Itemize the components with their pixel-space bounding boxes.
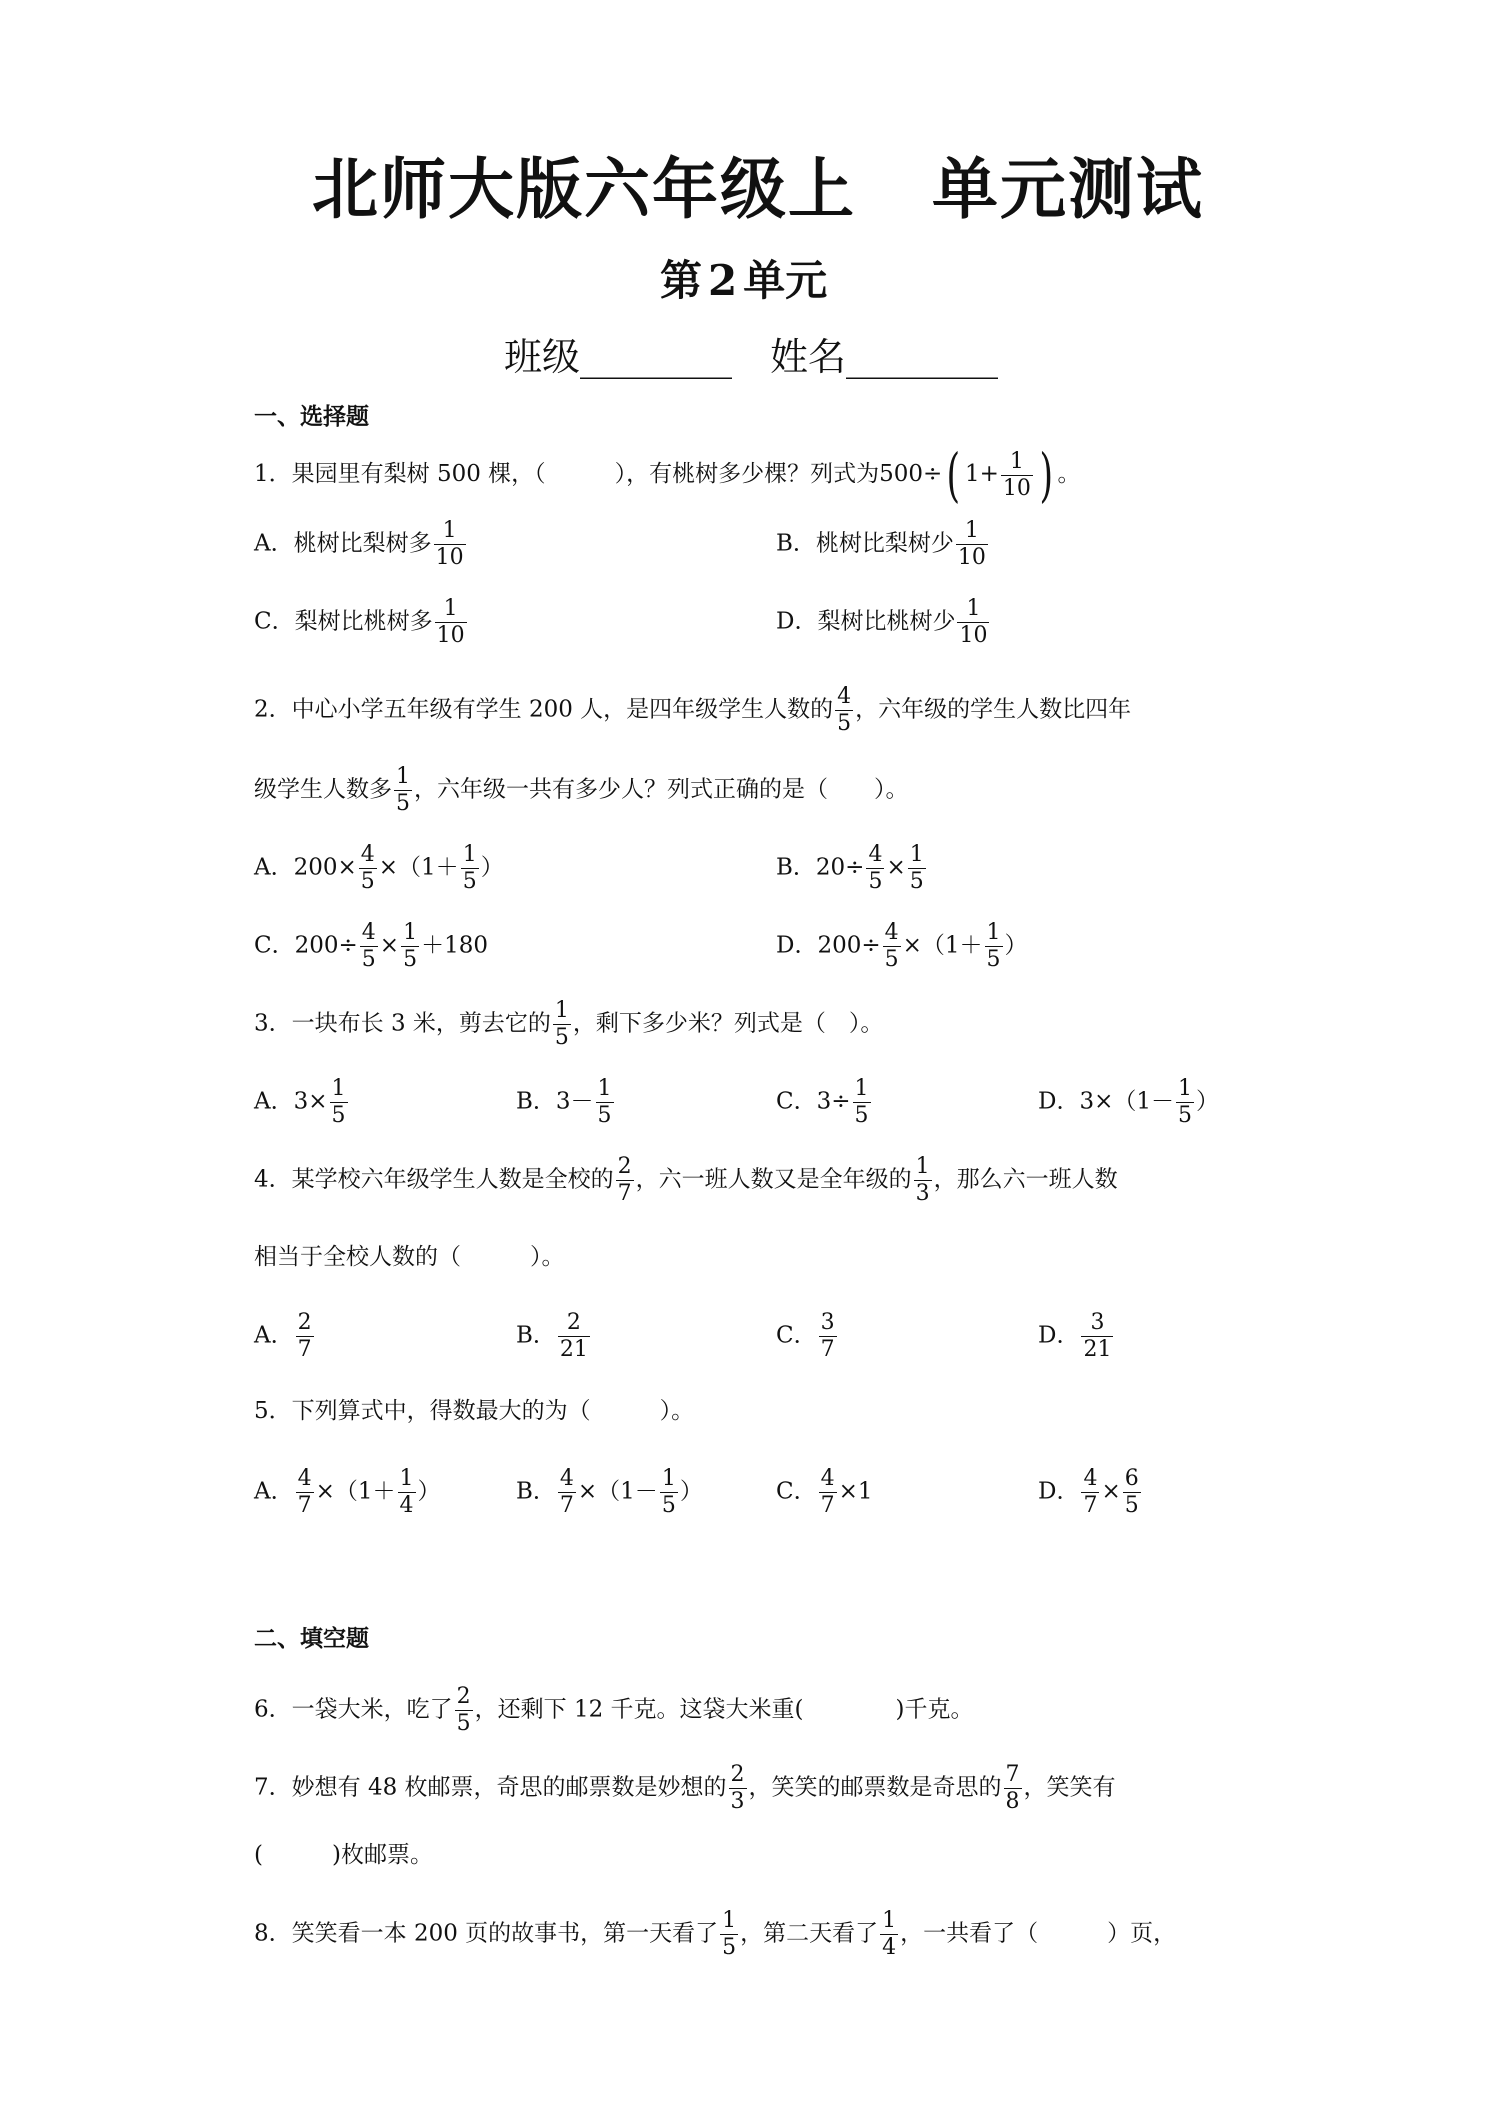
q1-paren-left: (: [946, 441, 961, 509]
q4-option-b[interactable]: B． $\frac{2}{21}$: [516, 1310, 588, 1362]
section-choice-title: 一、选择题: [254, 404, 369, 430]
q4-fraction-1: $\frac{2}{7}$: [617, 1154, 632, 1206]
question-1: [254, 441, 1081, 509]
question-4-line-1: 4．某学校六年级学生人数是全校的 $\frac{2}{7}$ ，六一班人数又是全年级的 $\frac{1}{3}$ ，那么六一班人数: [254, 1154, 1118, 1206]
q3-fraction: $\frac{1}{5}$: [554, 998, 569, 1050]
q2-b-frac-2: $\frac{1}{5}$: [909, 842, 924, 894]
q1-option-b-fraction: $\frac{1}{10}$: [957, 518, 986, 570]
q5-b-frac-1: $\frac{4}{7}$: [559, 1466, 574, 1518]
q3-a-frac: $\frac{1}{5}$: [331, 1076, 346, 1128]
q4-option-c[interactable]: C． $\frac{3}{7}$: [776, 1310, 835, 1362]
q3-b-frac: $\frac{1}{5}$: [597, 1076, 612, 1128]
q5-option-c[interactable]: C． $\frac{4}{7}$ ×1: [776, 1466, 873, 1518]
q4-a-frac: $\frac{2}{7}$: [297, 1310, 312, 1362]
question-4-line-2: 相当于全校人数的（ ）。: [254, 1244, 565, 1270]
q4-c-frac: $\frac{3}{7}$: [820, 1310, 835, 1362]
q1-fraction: $\frac{1}{10}$: [1002, 448, 1031, 501]
title-left: 北师大版六年级上: [312, 151, 856, 228]
unit-suffix: 单元: [743, 256, 828, 305]
class-field[interactable]: 班级________: [504, 335, 733, 379]
q5-c-frac: $\frac{4}{7}$: [820, 1466, 835, 1518]
q5-option-d[interactable]: D． $\frac{4}{7}$ × $\frac{6}{5}$: [1038, 1466, 1139, 1518]
q1-expr: 500÷: [879, 461, 943, 487]
q1-option-c[interactable]: C．梨树比桃树多 $\frac{1}{10}$: [254, 596, 465, 648]
q1-option-a-fraction: $\frac{1}{10}$: [435, 518, 464, 570]
q5-a-frac-1: $\frac{4}{7}$: [297, 1466, 312, 1518]
q2-c-frac-2: $\frac{1}{5}$: [403, 920, 418, 972]
q1-option-d-fraction: $\frac{1}{10}$: [959, 596, 988, 648]
q5-b-frac-2: $\frac{1}{5}$: [661, 1466, 676, 1518]
unit-number: 2: [708, 256, 738, 305]
q3-d-frac: $\frac{1}{5}$: [1177, 1076, 1192, 1128]
q4-b-frac: $\frac{2}{21}$: [559, 1310, 588, 1362]
title-right: 单元测试: [932, 151, 1204, 228]
question-7-line-1: 7．妙想有 48 枚邮票，奇思的邮票数是妙想的 $\frac{2}{3}$ ，笑笑的邮票数是奇思的 $\frac{7}{8}$ ，笑笑有: [254, 1762, 1116, 1814]
q6-fraction: $\frac{2}{5}$: [456, 1684, 471, 1736]
q4-option-d[interactable]: D． $\frac{3}{21}$: [1038, 1310, 1112, 1362]
q4-fraction-2: $\frac{1}{3}$: [915, 1154, 930, 1206]
question-2-line-1: 2．中心小学五年级有学生 200 人，是四年级学生人数的 $\frac{4}{5}$ ，六年级的学生人数比四年: [254, 684, 1132, 736]
q7-fraction-2: $\frac{7}{8}$: [1005, 1762, 1020, 1814]
question-3: 3．一块布长 3 米，剪去它的 $\frac{1}{5}$ ，剩下多少米？列式是（ ）。: [254, 998, 884, 1050]
q3-c-frac: $\frac{1}{5}$: [854, 1076, 869, 1128]
q8-fraction-1: $\frac{1}{5}$: [722, 1908, 737, 1960]
question-7-line-2: ( )枚邮票。: [254, 1842, 433, 1868]
question-2-line-2: 级学生人数多 $\frac{1}{5}$ ，六年级一共有多少人？列式正确的是（ ）。: [254, 764, 909, 816]
question-6: 6．一袋大米，吃了 $\frac{2}{5}$ ，还剩下 12 千克。这袋大米重( )千克。: [254, 1684, 974, 1736]
q5-option-a[interactable]: A． $\frac{4}{7}$ ×（1＋ $\frac{1}{4}$ ）: [254, 1466, 441, 1518]
q5-d-frac-2: $\frac{6}{5}$: [1124, 1466, 1139, 1518]
q7-fraction-1: $\frac{2}{3}$: [730, 1762, 745, 1814]
q5-a-frac-2: $\frac{1}{4}$: [399, 1466, 414, 1518]
section-fill-title: 二、填空题: [254, 1626, 369, 1652]
unit-heading: [660, 248, 827, 308]
q1-paren-right: ): [1039, 441, 1053, 509]
q2-a-frac-2: $\frac{1}{5}$: [462, 842, 477, 894]
q1-option-b[interactable]: B．桃树比梨树少 $\frac{1}{10}$: [776, 518, 986, 570]
q4-option-a[interactable]: A． $\frac{2}{7}$: [254, 1310, 312, 1362]
q2-d-frac-1: $\frac{4}{5}$: [884, 920, 899, 972]
q3-option-a[interactable]: A．3× $\frac{1}{5}$: [254, 1076, 346, 1128]
q2-fraction-1: $\frac{4}{5}$: [837, 684, 852, 736]
q2-b-frac-1: $\frac{4}{5}$: [868, 842, 883, 894]
q2-option-b[interactable]: B．20÷ $\frac{4}{5}$ × $\frac{1}{5}$: [776, 842, 924, 894]
question-5: 5．下列算式中，得数最大的为（ ）。: [254, 1398, 695, 1424]
q2-option-d[interactable]: D．200÷ $\frac{4}{5}$ ×（1＋ $\frac{1}{5}$ ）: [776, 920, 1028, 972]
name-field[interactable]: 姓名________: [770, 335, 999, 379]
q2-d-frac-2: $\frac{1}{5}$: [986, 920, 1001, 972]
q3-option-c[interactable]: C．3÷ $\frac{1}{5}$: [776, 1076, 869, 1128]
q1-option-d[interactable]: D．梨树比桃树少 $\frac{1}{10}$: [776, 596, 988, 648]
q2-c-frac-1: $\frac{4}{5}$: [361, 920, 376, 972]
q4-d-frac: $\frac{3}{21}$: [1083, 1310, 1112, 1362]
question-8: 8．笑笑看一本 200 页的故事书，第一天看了 $\frac{1}{5}$ ，第二天看了 $\frac{1}{4}$ ，一共看了（ ）页，: [254, 1908, 1177, 1960]
q1-end: 。: [1057, 461, 1081, 487]
q1-option-a[interactable]: A．桃树比梨树多 $\frac{1}{10}$: [254, 518, 464, 570]
q1-text: 1．果园里有梨树 500 棵，（ ），有桃树多少棵？列式为: [254, 461, 880, 487]
q2-option-a[interactable]: A．200× $\frac{4}{5}$ ×（1＋ $\frac{1}{5}$ ）: [254, 842, 504, 894]
unit-prefix: 第: [660, 256, 703, 305]
q3-option-d[interactable]: D．3×（1－ $\frac{1}{5}$ ）: [1038, 1076, 1219, 1128]
q3-option-b[interactable]: B．3－ $\frac{1}{5}$: [516, 1076, 612, 1128]
q1-option-c-fraction: $\frac{1}{10}$: [436, 596, 465, 648]
q2-a-frac-1: $\frac{4}{5}$: [360, 842, 375, 894]
q1-expr-b: 1+: [964, 461, 999, 487]
q5-option-b[interactable]: B． $\frac{4}{7}$ ×（1－ $\frac{1}{5}$ ）: [516, 1466, 703, 1518]
q8-fraction-2: $\frac{1}{4}$: [882, 1908, 897, 1960]
q2-fraction-2: $\frac{1}{5}$: [396, 764, 410, 816]
q5-d-frac-1: $\frac{4}{7}$: [1083, 1466, 1098, 1518]
q2-option-c[interactable]: C．200÷ $\frac{4}{5}$ × $\frac{1}{5}$ ＋180: [254, 920, 488, 972]
